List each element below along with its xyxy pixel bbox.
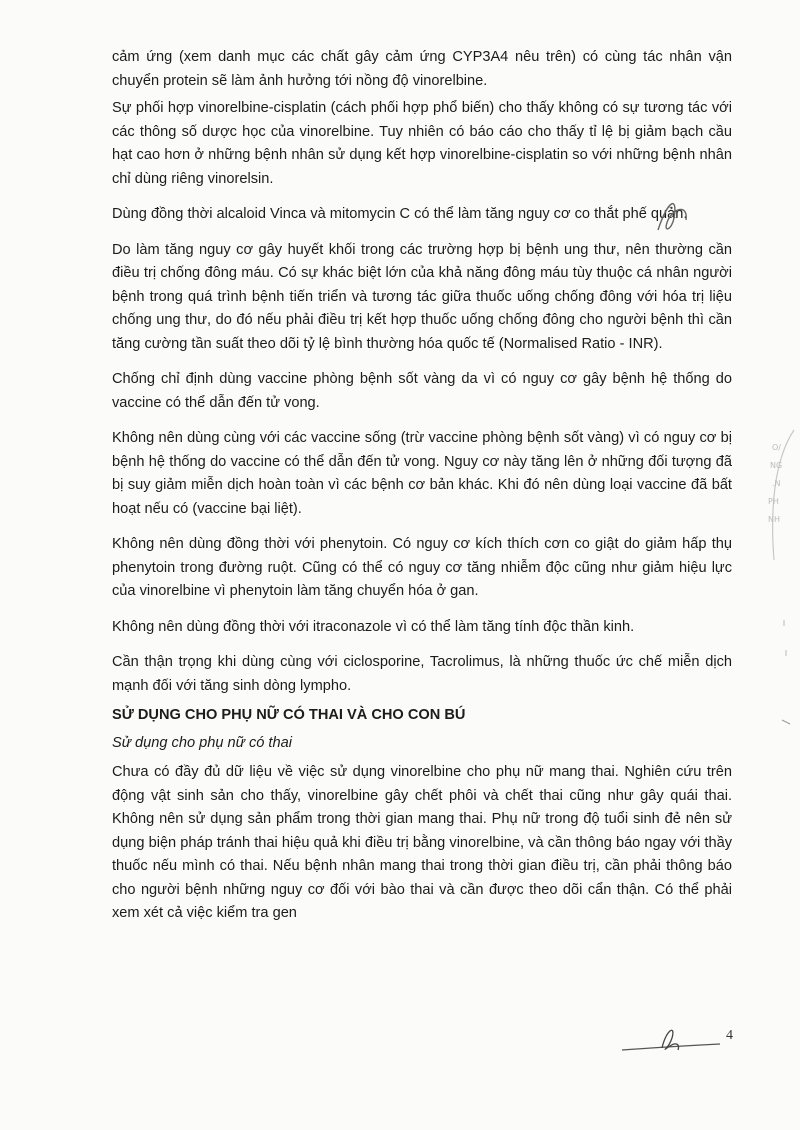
section-heading: SỬ DỤNG CHO PHỤ NỮ CÓ THAI VÀ CHO CON BÚ [112, 707, 466, 723]
page-number: 4 [726, 1028, 733, 1043]
paragraph: Do làm tăng nguy cơ gây huyết khối trong các trường hợp bị bệnh ung thư, nên thường cần điều trị chống đông máu. Có sự khác biệt lớn của khả năng đông máu tùy thuộc cá nhân người bệnh trong quá trình bệnh tiến triển và tương tác giữa thuốc uống chống đông với hóa trị liệu chống ung thư, do đó nếu phải điều trị kết hợp thuốc uống chống đông cho người bệnh thì cần tăng cường tần suất theo dõi tỷ lệ bình thường hóa quốc tế (Normalised Ratio - INR). [112, 241, 732, 352]
paragraph: Sự phối hợp vinorelbine-cisplatin (cách phối hợp phổ biến) cho thấy không có sự tương tác với các thông số dược học của vinorelbine. Tuy nhiên có báo cáo cho thấy tỉ lệ bị giảm bạch cầu hạt cao hơn ở những bệnh nhân sử dụng kết hợp vinorelbine-cisplatin so với những bệnh nhân chỉ dùng riêng vinorelsin. [112, 100, 732, 187]
initials-mark-icon [648, 190, 698, 240]
paragraph: Chưa có đầy đủ dữ liệu về việc sử dụng vinorelbine cho phụ nữ mang thai. Nghiên cứu trên động vật sinh sản cho thấy, vinorelbine gây chết phôi và chết thai cũng như gây quái thai. Không nên sử dụng sản phẩm trong thời gian mang thai. Phụ nữ trong độ tuổi sinh đẻ nên sử dụng biện pháp tránh thai hiệu quả khi điều trị bằng vinorelbine, và cần thông báo ngay với thầy thuốc nếu mình có thai. Nếu bệnh nhân mang thai trong thời gian điều trị, cần phải thông báo cho người bệnh những nguy cơ đối với bào thai và cần được theo dõi cẩn thận. Có thể phải xem xét cả việc kiểm tra gen [112, 764, 732, 921]
paragraph: Dùng đồng thời alcaloid Vinca và mitomycin C có thể làm tăng nguy cơ co thắt phế quản. [112, 206, 688, 222]
signature-icon [620, 1020, 730, 1060]
paragraph: Không nên dùng cùng với các vaccine sống (trừ vaccine phòng bệnh sốt vàng) vì có nguy cơ bị bệnh hệ thống do vaccine có thể dẫn đến tử vong. Nguy cơ này tăng lên ở những đối tượng đã bị suy giảm miễn dịch hoàn toàn vì các bệnh cơ bản khác. Khi đó nên dùng loại vaccine đã bất hoạt nếu có (vaccine bại liệt). [112, 430, 732, 517]
svg-text:.N: .N [772, 479, 781, 488]
svg-text:NH: NH [768, 515, 780, 524]
document-body [112, 46, 732, 938]
paragraph: Không nên dùng đồng thời với phenytoin. Có nguy cơ kích thích cơn co giật do giảm hấp thụ phenytoin trong đường ruột. Cũng có thể có nguy cơ tăng nhiễm độc cũng như giảm hiệu lực của vinorelbine vì phenytoin làm tăng chuyển hóa ở gan. [112, 536, 732, 599]
paragraph: Không nên dùng đồng thời với itraconazole vì có thể làm tăng tính độc thần kinh. [112, 618, 635, 635]
svg-text:O/: O/ [772, 443, 781, 452]
svg-text:NG: NG [770, 461, 783, 470]
paragraph: cảm ứng (xem danh mục các chất gây cảm ứng CYP3A4 nêu trên) có cùng tác nhân vận chuyển protein sẽ làm ảnh hưởng tới nồng độ vinorelbine. [112, 49, 732, 89]
paragraph: Chống chỉ định dùng vaccine phòng bệnh sốt vàng da vì có nguy cơ gây bệnh hệ thống do vaccine có thể dẫn đến tử vong. [112, 371, 732, 411]
subsection-heading: Sử dụng cho phụ nữ có thai [112, 734, 292, 751]
svg-text:PH: PH [768, 497, 779, 506]
paragraph: Cần thận trọng khi dùng cùng với ciclosporine, Tacrolimus, là những thuốc ức chế miễn dịch mạnh đối với tăng sinh dòng lympho. [112, 654, 732, 694]
stamp-edge-icon [764, 420, 800, 760]
